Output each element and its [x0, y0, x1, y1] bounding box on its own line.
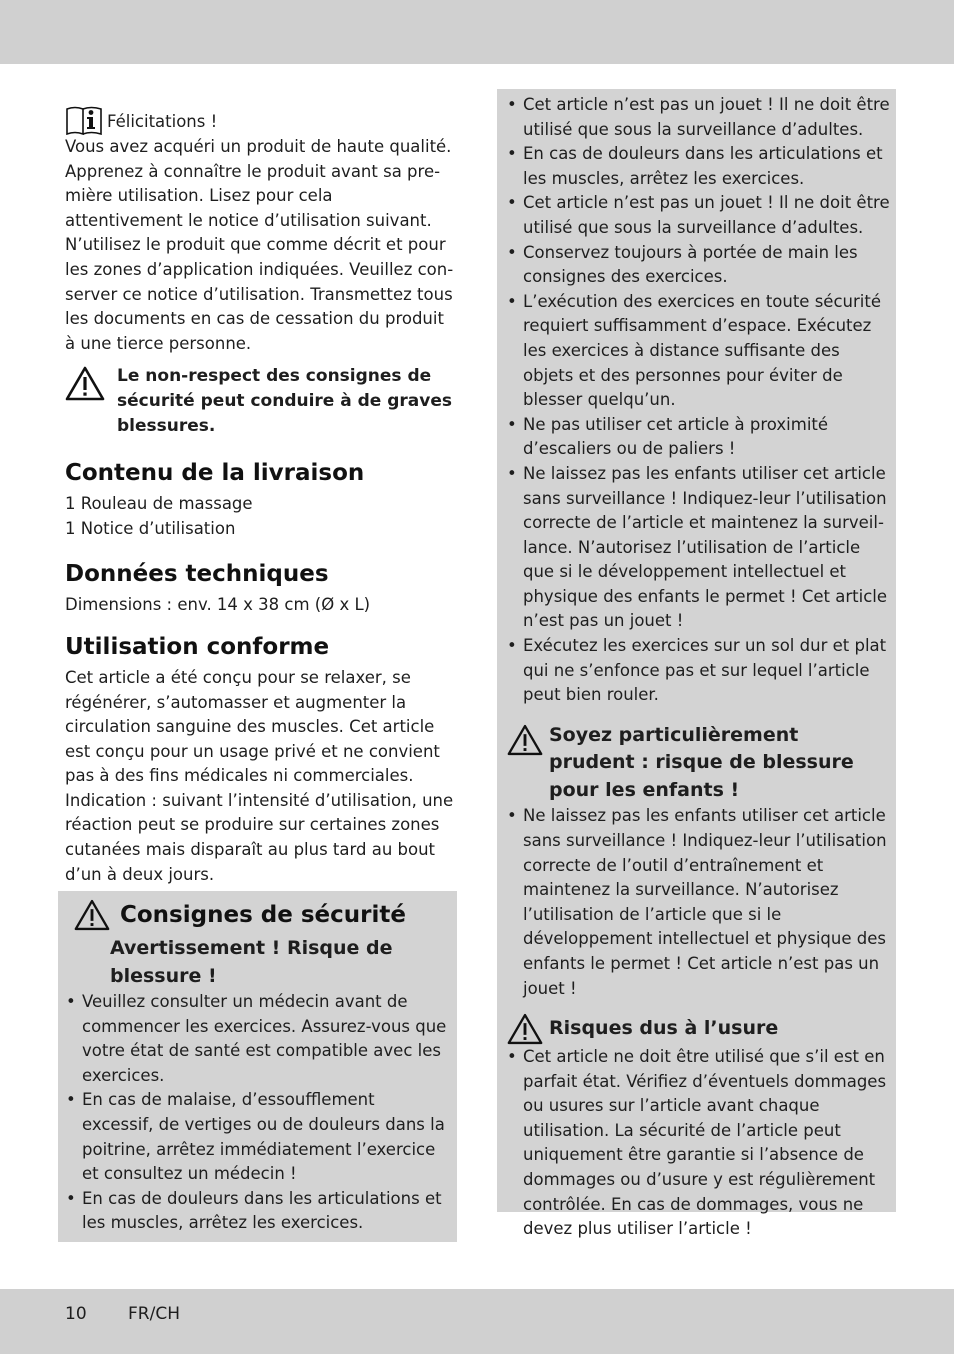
list-item: • Veuillez consulter un médecin avant de commencer les exercices. Assurez-vous que votre état de santé est compatible avec les exercices. [66, 990, 449, 1088]
tech-dimensions: Dimensions : env. 14 x 38 cm (Ø x L) [65, 595, 371, 615]
list-item: • Cet article n’est pas un jouet ! Il ne doit être utilisé que sous la surveillance d’adultes. [507, 93, 890, 142]
safety-list [66, 990, 449, 1236]
contents-item: 1 Rouleau de massage [65, 494, 253, 514]
general-warning [65, 364, 455, 438]
list-item: • Ne laissez pas les enfants utiliser cet article sans surveillance ! Indiquez-leur l’utilisation correcte de l’article et maintenez la surveillance. N’autorisez l’utilisation de l’article que si le développement intellectuel et physique des enfants le permet ! Cet article n’est pas un jouet ! [507, 462, 890, 634]
usage-paragraph-1: Cet article a été conçu pour se relaxer, se régénérer, s’automasser et augmenter la circulation sanguine des muscles. Cet article est conçu pour un usage privé et ne convient pas à des fins médicales ni commerciales. [65, 667, 440, 786]
warning-triangle-icon [507, 1013, 543, 1045]
intro-heading-row [65, 105, 455, 135]
usage-title: Utilisation conforme [65, 633, 330, 660]
safety-box [58, 891, 457, 1242]
manual-info-icon [65, 105, 103, 135]
list-item: • Cet article n’est pas un jouet ! Il ne doit être utilisé que sous la surveillance d’adultes. [507, 191, 890, 240]
locale-label: FR/CH [128, 1304, 180, 1324]
intro-heading: Félicitations ! [107, 112, 218, 132]
general-warning-text: Le non-respect des consignes de sécurité peut conduire à de graves blessures. [117, 366, 453, 436]
contents-list [65, 492, 455, 541]
intro-paragraph-1: Vous avez acquéri un produit de haute qualité. Apprenez à connaître le produit avant sa première utilisation. Lisez pour cela attentivement le notice d’utilisation suivant. [65, 137, 452, 230]
warning-triangle-icon [507, 724, 543, 756]
list-item: • Ne laissez pas les enfants utiliser cet article sans surveillance ! Indiquez-leur l’utilisation correcte de l’outil d’entraînement et maintenez la surveillance. N’autorisez l’utilisation de l’article que si le développement intellectuel et physique des enfants le permet ! Cet article n’est pas un jouet ! [507, 804, 890, 1001]
list-item: • En cas de malaise, d’essoufflement excessif, de vertiges ou de douleurs dans la poitrine, arrêtez immédiatement l’exercice et consultez un médecin ! [66, 1088, 449, 1186]
tech-title: Données techniques [65, 561, 329, 588]
contents-item: 1 Notice d’utilisation [65, 518, 236, 538]
wear-list [507, 1045, 890, 1242]
safety-title: Consignes de sécurité [120, 902, 406, 928]
wear-warning-title: Risques dus à l’usure [549, 1017, 779, 1040]
children-warning [507, 722, 890, 805]
list-item: • L’exécution des exercices en toute sécurité requiert suffisamment d’espace. Exécutez les exercices à distance suffisante des objets et des personnes pour éviter de blesser quelqu’un. [507, 290, 890, 413]
safety-title-row [66, 899, 449, 931]
contents-title: Contenu de la livraison [65, 460, 365, 487]
list-item: • En cas de douleurs dans les articulations et les muscles, arrêtez les exercices. [66, 1187, 449, 1236]
list-item: • Cet article ne doit être utilisé que s’il est en parfait état. Vérifiez d’éventuels dommages ou usures sur l’article avant chaque utilisation. La sécurité de l’article peut uniquement être garantie si l’absence de dommages ou d’usure y est régulièrement contrôlée. En cas de dommages, vous ne devez plus utiliser l’article ! [507, 1045, 890, 1242]
left-column [65, 105, 455, 887]
warning-triangle-icon [74, 899, 110, 931]
list-item: • Conservez toujours à portée de main les consignes des exercices. [507, 241, 890, 290]
list-item: • En cas de douleurs dans les articulations et les muscles, arrêtez les exercices. [507, 142, 890, 191]
list-item: • Exécutez les exercices sur un sol dur et plat qui ne s’enfonce pas et sur lequel l’article peut bien rouler. [507, 634, 890, 708]
page-number: 10 [65, 1304, 87, 1324]
intro-paragraph-2: N’utilisez le produit que comme décrit et pour les zones d’application indiquées. Veuillez conserver ce notice d’utilisation. Transmettez tous les documents en cas de cessation du produit à une tierce personne. [65, 235, 454, 353]
children-warning-title: Soyez particulièrement prudent : risque de blessure pour les enfants ! [549, 723, 854, 801]
safety-list-continued [507, 93, 890, 708]
right-safety-box [497, 89, 896, 1239]
safety-subtitle: Avertissement ! Risque de blessure ! [110, 937, 393, 987]
header-bar [0, 0, 954, 64]
list-item: • Ne pas utiliser cet article à proximité d’escaliers ou de paliers ! [507, 413, 890, 462]
warning-triangle-icon [65, 366, 105, 401]
children-list [507, 804, 890, 1001]
usage-paragraph-2: Indication : suivant l’intensité d’utilisation, une réaction peut se produire sur certaines zones cutanées mais disparaît au plus tard au bout d’un à deux jours. [65, 790, 454, 884]
wear-warning [507, 1013, 890, 1045]
